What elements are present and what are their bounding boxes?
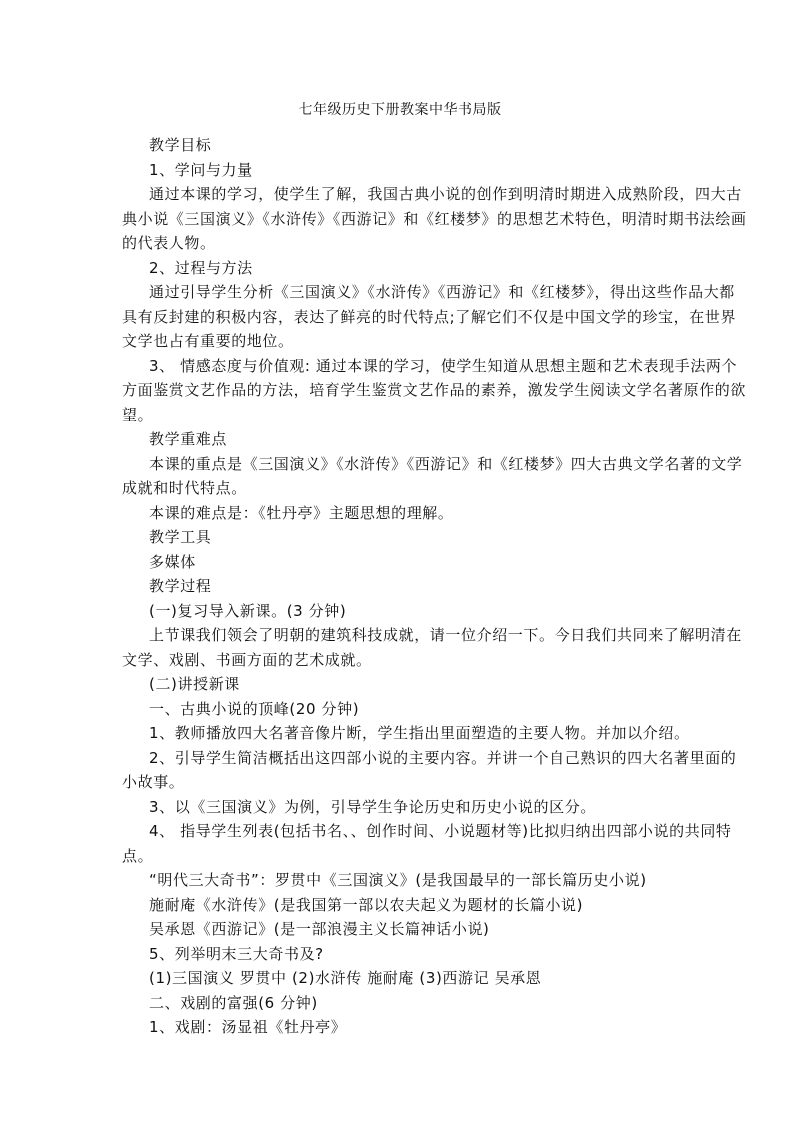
text-line: (二)讲授新课	[149, 675, 240, 693]
text-line: 通过本课的学习，使学生了解，我国古典小说的创作到明清时期进入成熟阶段，四大古	[149, 185, 742, 203]
text-line: 望。	[122, 405, 154, 424]
text-line: 成就和时代特点。	[122, 479, 247, 497]
document-body	[122, 133, 747, 1040]
text-line: 3、以《三国演义》为例，引导学生争论历史和历史小说的区分。	[149, 797, 596, 816]
text-line: (一)复习导入新课。(3 分钟)	[149, 601, 347, 620]
text-line: 一、古典小说的顶峰(20 分钟)	[149, 699, 360, 718]
document-title: 七年级历史下册教案中华书局版	[298, 102, 502, 118]
text-line: 教学重难点	[149, 430, 228, 448]
text-line: 3、 情感态度与价值观: 通过本课的学习，使学生知道从思想主题和艺术表现手法两个	[149, 356, 738, 375]
text-line: 上节课我们领会了明朝的建筑科技成就，请一位介绍一下。今日我们共同来了解明清在	[149, 626, 742, 644]
text-line: 施耐庵《水浒传》(是我国第一部以农夫起义为题材的长篇小说)	[149, 895, 584, 914]
text-line: 文学也占有重要的地位。	[122, 332, 294, 350]
text-line: 具有反封建的积极内容，表达了鲜亮的时代特点;了解它们不仅是中国文学的珍宝，在世界	[122, 307, 737, 326]
text-line: 教学目标	[149, 136, 212, 154]
text-line: 点。	[122, 846, 154, 865]
text-line: 吴承恩《西游记》(是一部浪漫主义长篇神话小说)	[149, 920, 490, 938]
text-line: 1、戏剧：汤显祖《牡丹亭》	[149, 1018, 347, 1036]
text-line: 方面鉴赏文艺作品的方法，培育学生鉴赏文艺作品的素养，激发学生阅读文学名著原作的欲	[122, 381, 747, 399]
text-line: 多媒体	[149, 552, 196, 571]
text-line: 本课的重点是《三国演义》《水浒传》《西游记》和《红楼梦》四大古典文学名著的文学	[149, 454, 743, 473]
text-line: 5、列举明末三大奇书及?	[149, 944, 324, 963]
text-line: 本课的难点是：《牡丹亭》主题思想的理解。	[149, 503, 454, 522]
text-line: 文学、戏剧、书画方面的艺术成就。	[122, 650, 372, 669]
text-line: 2、引导学生简洁概括出这四部小说的主要内容。并讲一个自己熟识的四大名著里面的	[149, 748, 737, 767]
text-line: 4、 指导学生列表(包括书名、、创作时间、小说题材等)比拟归纳出四部小说的共同特	[149, 822, 732, 840]
text-line: 教学工具	[149, 528, 212, 546]
text-line: 教学过程	[149, 577, 212, 595]
text-line: (1)三国演义 罗贯中 (2)水浒传 施耐庵 (3)西游记 吴承恩	[149, 969, 542, 987]
text-line: 典小说《三国演义》《水浒传》《西游记》和《红楼梦》的思想艺术特色，明清时期书法绘画	[122, 209, 747, 228]
text-line: 二、戏剧的富强(6 分钟)	[149, 993, 318, 1012]
text-line: 的代表人物。	[122, 234, 216, 252]
text-line: 1、教师播放四大名著音像片断，学生指出里面塑造的主要人物。并加以介绍。	[149, 724, 690, 742]
text-line: 2、过程与方法	[149, 258, 253, 277]
text-line: 通过引导学生分析《三国演义》《水浒传》《西游记》和《红楼梦》，得出这些作品大都	[149, 283, 735, 301]
text-line: 1、学问与力量	[149, 160, 253, 179]
text-line: “明代三大奇书”：罗贯中《三国演义》(是我国最早的一部长篇历史小说)	[149, 871, 647, 889]
text-line: 小故事。	[122, 773, 185, 791]
